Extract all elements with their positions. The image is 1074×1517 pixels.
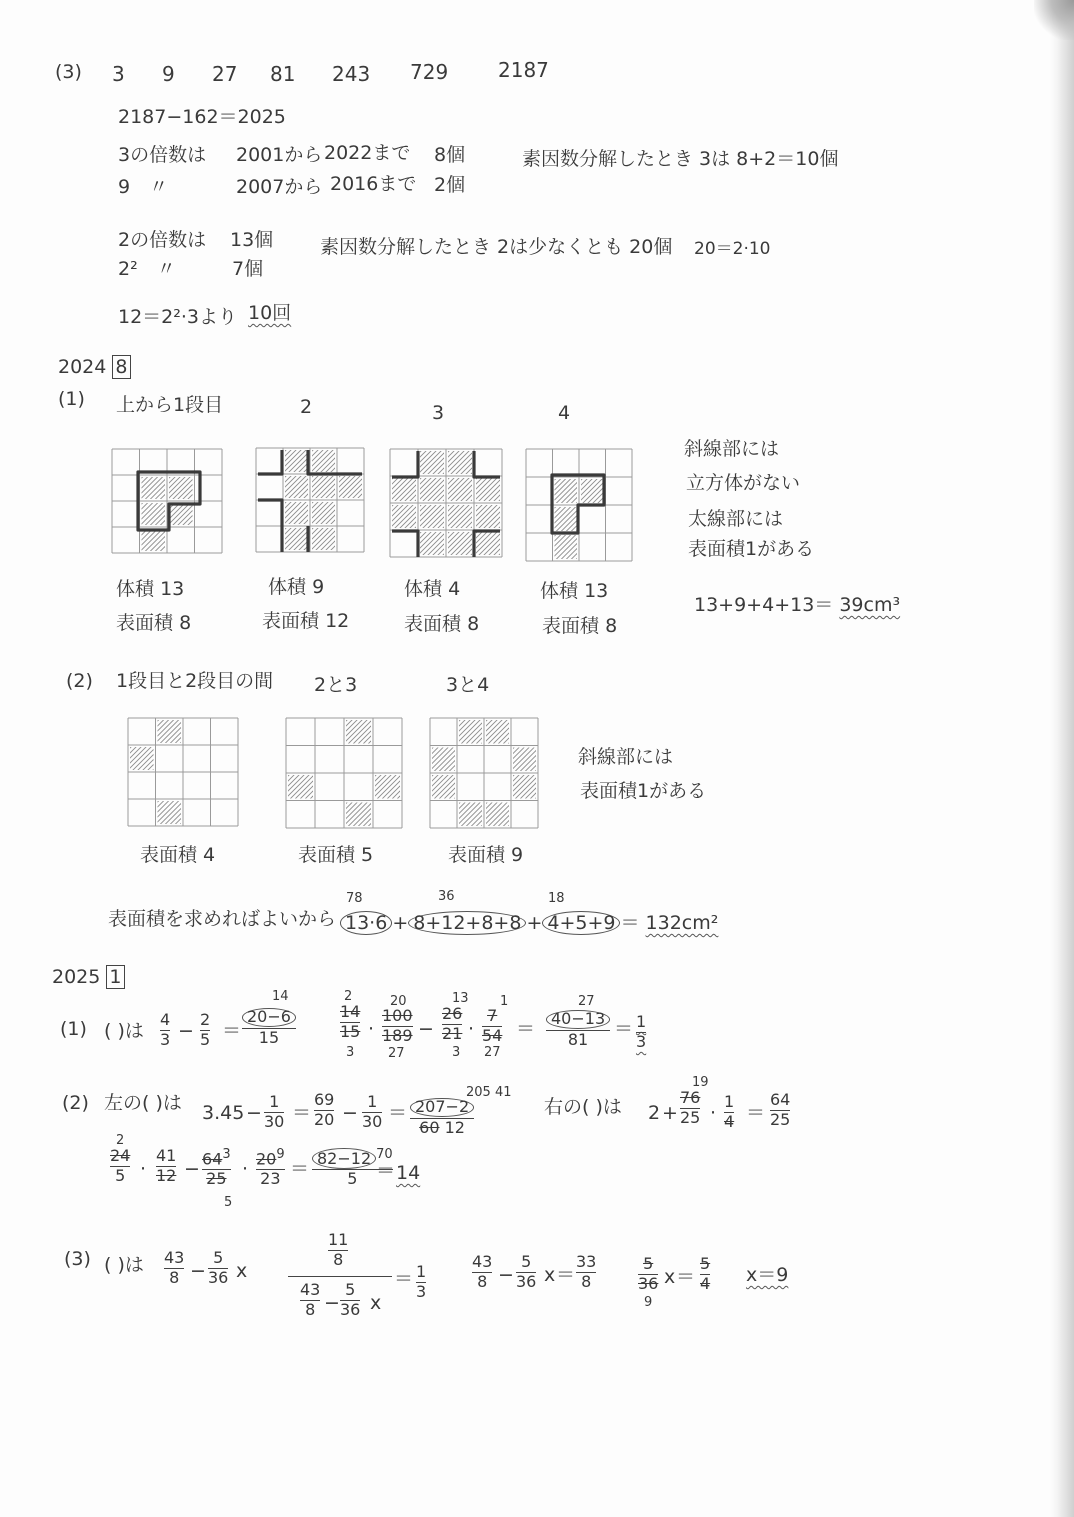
equals-sign: ＝ xyxy=(222,1020,242,1042)
surface-label: 表面積 xyxy=(542,615,600,637)
fraction-40-13-over-81 xyxy=(546,1010,610,1049)
layer-label-3: 3 xyxy=(432,402,445,424)
numerator: 64 xyxy=(770,1090,791,1109)
numerator: 20−6 xyxy=(242,1008,296,1027)
fraction-43-8c xyxy=(472,1254,492,1291)
numerator: 1 xyxy=(367,1092,378,1111)
surface-value: 8 xyxy=(467,613,480,635)
variable-x: x xyxy=(664,1266,676,1288)
fraction-1-30b xyxy=(362,1094,382,1131)
layer-grid-2 xyxy=(256,448,364,552)
mult9-count: 2個 xyxy=(434,174,466,196)
equals-sign: ＝ xyxy=(292,1102,312,1124)
answer-14: 14 xyxy=(396,1162,421,1184)
hatched-cell xyxy=(430,801,538,829)
volume-value: 9 xyxy=(312,576,325,598)
numerator xyxy=(256,1148,285,1168)
surface-4 xyxy=(542,617,617,636)
variable-x: x xyxy=(236,1260,248,1282)
reduced-3b: 3 xyxy=(452,1045,461,1060)
denominator: 30 xyxy=(264,1111,285,1131)
mult2-label: 2の倍数は xyxy=(118,229,207,251)
mult3-from: 2001から xyxy=(236,144,323,166)
main-fraction-bar xyxy=(288,1276,392,1277)
fraction-2-5 xyxy=(200,1012,210,1049)
value-3-45: 3.45 xyxy=(202,1102,245,1124)
equals-sign: ＝ xyxy=(556,1264,576,1286)
note1-line1: 斜線部には xyxy=(684,438,780,460)
fraction-5-36d xyxy=(638,1256,658,1293)
between-grid-3 xyxy=(430,718,538,828)
equals-sign: ＝ xyxy=(376,1160,396,1182)
denominator-12: 12 xyxy=(444,1117,465,1137)
hatched-cell xyxy=(403,746,511,774)
equals-sign: ＝ xyxy=(746,1102,766,1124)
numerator-3: 3 xyxy=(222,1147,231,1162)
denominator: 20 xyxy=(314,1109,335,1129)
reduced-27: 27 xyxy=(388,1046,405,1061)
denominator: 8 xyxy=(333,1249,344,1269)
numerator-82-12: 82−12 xyxy=(312,1148,376,1169)
denominator: 15 xyxy=(258,1027,280,1047)
term-sum-8-12-8-8: 8+12+8+8 xyxy=(408,911,526,935)
layer-grid-3 xyxy=(390,449,502,557)
surface-3 xyxy=(404,615,479,634)
denominator: 8 xyxy=(169,1267,180,1287)
answer-1-3 xyxy=(636,1014,646,1051)
variable-x: x xyxy=(544,1264,556,1286)
denominator: 25 xyxy=(206,1169,227,1189)
equals-sign: ＝ xyxy=(676,1266,696,1288)
note1-line4: 表面積1がある xyxy=(688,538,815,560)
minus-sign: − xyxy=(498,1264,514,1286)
reduced-1: 1 xyxy=(500,994,509,1009)
fraction-100-189 xyxy=(382,1008,413,1045)
denominator: 21 xyxy=(442,1023,463,1043)
value-2: 2 xyxy=(648,1102,661,1124)
reduced-3: 3 xyxy=(346,1045,355,1060)
numerator: 207−2 xyxy=(410,1098,474,1117)
denominator: 15 xyxy=(340,1021,361,1041)
numerator-20: 20 xyxy=(256,1149,277,1169)
equals-sign: ＝ xyxy=(394,1268,414,1290)
fraction-20-23 xyxy=(256,1148,285,1188)
numerator: 24 xyxy=(110,1146,131,1165)
hatched-cell xyxy=(129,718,236,745)
power-729: 729 xyxy=(410,60,449,84)
volume-value: 13 xyxy=(584,580,609,602)
denominator: 8 xyxy=(581,1271,592,1291)
fraction-7-54 xyxy=(482,1008,502,1045)
surface-label: 表面積 xyxy=(404,613,462,635)
denominator: 23 xyxy=(260,1169,281,1189)
layer-label-2: 2 xyxy=(300,396,313,418)
fraction-24-5 xyxy=(110,1148,130,1185)
fraction-11-8 xyxy=(328,1232,348,1269)
reduced-20: 20 xyxy=(390,994,407,1009)
volume-1 xyxy=(116,580,184,599)
top-number-14: 14 xyxy=(272,989,289,1004)
compound-fraction xyxy=(288,1232,392,1322)
fraction-41-12 xyxy=(156,1148,176,1185)
layer-label-4: 4 xyxy=(558,402,571,424)
denominator: 8 xyxy=(305,1299,316,1319)
dot: · xyxy=(368,1018,375,1040)
layer-label-1: 上から1段目 xyxy=(116,394,224,416)
between-surface-2: 表面積 5 xyxy=(298,844,374,866)
volume-sum-expression: 13+9+4+13＝ xyxy=(694,594,834,616)
right-paren-text: 右の( )は xyxy=(544,1096,622,1118)
hatched-cell xyxy=(257,500,358,526)
power-243: 243 xyxy=(332,62,371,86)
note2-line2: 表面積1がある xyxy=(580,780,707,802)
year-2024 xyxy=(58,358,131,377)
mult9-from: 2007から xyxy=(236,176,323,198)
year-2024-text: 2024 xyxy=(58,356,107,378)
fraction-64-25b xyxy=(202,1148,231,1188)
fraction-43-8 xyxy=(164,1250,184,1287)
part3-label: (3) xyxy=(55,61,82,83)
hatched-cell xyxy=(403,773,511,801)
numerator: 5 xyxy=(643,1254,654,1273)
year-2025 xyxy=(52,968,125,987)
denominator: 5 xyxy=(200,1029,211,1049)
dot: · xyxy=(140,1158,147,1180)
denominator: 3 xyxy=(636,1031,647,1051)
hatched-cell xyxy=(430,718,538,746)
mult3-count: 8個 xyxy=(434,144,466,166)
plus-sign: + xyxy=(662,1102,678,1124)
note1-line3: 太線部には xyxy=(688,508,784,530)
fraction-207-2-over-60 xyxy=(410,1098,474,1137)
surface-value: 8 xyxy=(179,612,192,634)
denominator-60: 60 xyxy=(419,1117,440,1137)
reduced-13: 13 xyxy=(452,991,469,1006)
denominator: 5 xyxy=(115,1165,126,1185)
thick-outline xyxy=(552,475,604,533)
denominator: 36 xyxy=(208,1267,229,1287)
power-2187: 2187 xyxy=(498,58,549,82)
denominator xyxy=(419,1117,465,1137)
reduced-27b: 27 xyxy=(484,1045,501,1060)
fraction-33-8 xyxy=(576,1254,596,1291)
fraction-14-15 xyxy=(340,1004,360,1041)
mult4-label: 2² 〃 xyxy=(118,258,176,280)
hatched-cell xyxy=(391,449,498,476)
mult2-count: 13個 xyxy=(230,229,274,251)
denominator: 12 xyxy=(156,1165,177,1185)
minus-sign: − xyxy=(342,1102,358,1124)
fraction-5-4 xyxy=(700,1256,710,1293)
minus-sign: − xyxy=(178,1020,194,1042)
reduced-5: 5 xyxy=(224,1195,233,1210)
power-81: 81 xyxy=(270,62,296,86)
numerator: 26 xyxy=(442,1004,463,1023)
denominator: 30 xyxy=(362,1111,383,1131)
numerator: 4 xyxy=(160,1010,171,1029)
hatched-cell xyxy=(101,745,208,772)
mult3-label: 3の倍数は xyxy=(118,144,207,166)
minus-sign: − xyxy=(418,1018,434,1040)
numerator: 5 xyxy=(213,1248,224,1267)
fraction-1-4 xyxy=(724,1094,734,1131)
volume-sum-answer: 39cm³ xyxy=(839,594,901,616)
denominator: 54 xyxy=(482,1025,503,1045)
volume-sum xyxy=(694,596,900,615)
mult3-to: 2022まで xyxy=(324,142,411,164)
numerator: 2 xyxy=(200,1010,211,1029)
layer-grid-4 xyxy=(526,449,632,561)
minus-sign: − xyxy=(184,1158,200,1180)
numerator: 33 xyxy=(576,1252,597,1271)
numerator: 7 xyxy=(487,1006,498,1025)
numerator-64: 64 xyxy=(202,1149,223,1169)
numerator: 14 xyxy=(340,1002,361,1021)
term-13x6: 13·6 xyxy=(340,911,392,935)
numerator xyxy=(202,1148,231,1168)
volume-2 xyxy=(268,578,324,597)
between-label-1: 1段目と2段目の間 xyxy=(116,670,274,692)
hatched-cell xyxy=(129,799,236,826)
numerator: 69 xyxy=(314,1090,335,1109)
volume-4 xyxy=(540,582,608,601)
surface-label: 表面積 xyxy=(262,610,320,632)
denominator: 189 xyxy=(382,1025,413,1045)
numerator: 43 xyxy=(300,1280,321,1299)
denominator: 3 xyxy=(416,1281,427,1301)
denominator: 25 xyxy=(770,1109,791,1129)
denominator: 3 xyxy=(160,1029,171,1049)
denominator: 36 xyxy=(638,1273,659,1293)
hatched-cell xyxy=(259,773,367,801)
eq20: 20＝2·10 xyxy=(694,239,771,259)
power-3: 3 xyxy=(112,62,125,86)
hatched-cell xyxy=(363,503,470,530)
denominator: 8 xyxy=(477,1271,488,1291)
hatched-cell xyxy=(484,746,592,774)
term-sum-4-5-9: 4+5+9 xyxy=(542,911,620,935)
equals-sign: ＝ xyxy=(620,912,640,934)
numerator: 1 xyxy=(269,1092,280,1111)
top-number-18: 18 xyxy=(548,891,565,906)
numerator: 41 xyxy=(156,1146,177,1165)
numerator: 5 xyxy=(345,1280,356,1299)
numerator: 11 xyxy=(328,1230,349,1249)
reduced-2b: 2 xyxy=(116,1133,125,1148)
mult9-label: 9 〃 xyxy=(118,176,169,198)
volume-value: 4 xyxy=(448,578,461,600)
top-number-36: 36 xyxy=(438,889,455,904)
surface-label: 表面積 xyxy=(116,612,174,634)
reduced-9: 9 xyxy=(644,1295,653,1310)
reduced-19: 19 xyxy=(692,1075,709,1090)
prime2-note: 素因数分解したとき 2は少なくとも 20個 xyxy=(320,236,673,258)
note1-line2: 立方体がない xyxy=(686,472,801,494)
top-205-41: 205 41 xyxy=(466,1085,512,1100)
equals-sign: ＝ xyxy=(290,1158,310,1180)
fraction-5-36c xyxy=(516,1254,536,1291)
volume-label: 体積 xyxy=(116,578,155,600)
between-surface-1: 表面積 4 xyxy=(140,844,216,866)
denominator: 81 xyxy=(567,1029,589,1049)
problem-number-8: 8 xyxy=(112,355,130,379)
p1-label: (1) xyxy=(58,388,85,410)
surface-total-expression xyxy=(340,914,718,933)
final-answer: 10回 xyxy=(248,302,292,324)
variable-x: x xyxy=(370,1292,382,1314)
fraction-64-25 xyxy=(770,1092,790,1129)
reduced-2: 2 xyxy=(344,989,353,1004)
equals-sign: ＝ xyxy=(516,1018,536,1040)
between-label-3: 3と4 xyxy=(446,674,490,696)
p2025-2-label: (2) xyxy=(62,1092,89,1114)
final-prefix: 12＝2²·3より xyxy=(118,306,238,328)
fraction-20-6-over-15 xyxy=(242,1008,296,1047)
surface-2 xyxy=(262,612,349,631)
surface-value: 8 xyxy=(605,615,618,637)
mult9-to: 2016まで xyxy=(330,173,417,195)
problem-number-1: 1 xyxy=(106,965,124,989)
numerator: 43 xyxy=(164,1248,185,1267)
surface-total-prefix: 表面積を求めればよいから xyxy=(108,908,337,930)
numerator: 5 xyxy=(521,1252,532,1271)
fraction-43-8b xyxy=(300,1282,320,1319)
numerator-70: 70 xyxy=(376,1147,393,1162)
volume-label: 体積 xyxy=(404,578,443,600)
hatched-cell xyxy=(363,476,470,503)
equals-sign: ＝ xyxy=(614,1018,634,1040)
denominator: 4 xyxy=(700,1273,711,1293)
dot: · xyxy=(468,1018,475,1040)
denominator: 36 xyxy=(516,1271,537,1291)
prime3-note: 素因数分解したとき 3は 8+2＝10個 xyxy=(522,148,839,170)
fraction-69-20 xyxy=(314,1092,334,1129)
denominator: 5 xyxy=(347,1169,358,1189)
fraction-5-36b xyxy=(340,1282,360,1319)
fraction-1-3 xyxy=(416,1264,426,1301)
page-corner xyxy=(1034,0,1074,40)
numerator: 5 xyxy=(700,1254,711,1273)
fraction-26-21 xyxy=(442,1006,462,1043)
surface-total-answer: 132cm² xyxy=(645,912,719,934)
numerator: 43 xyxy=(472,1252,493,1271)
fraction-4-3 xyxy=(160,1012,170,1049)
equals-sign: ＝ xyxy=(388,1102,408,1124)
between-surface-3: 表面積 9 xyxy=(448,844,524,866)
minus-sign: − xyxy=(246,1102,262,1124)
between-grid-2 xyxy=(286,718,402,828)
p2-label: (2) xyxy=(66,670,93,692)
numerator-9: 9 xyxy=(276,1147,285,1162)
surface-1 xyxy=(116,614,191,633)
p2025-1-label: (1) xyxy=(60,1018,87,1040)
year-2025-text: 2025 xyxy=(52,966,101,988)
numerator: 1 xyxy=(416,1262,427,1281)
volume-3 xyxy=(404,580,460,599)
p2025-3-text: ( )は xyxy=(104,1254,144,1276)
surface-value: 12 xyxy=(325,610,350,632)
minus-sign: − xyxy=(190,1260,206,1282)
p2025-1-text: ( )は xyxy=(104,1020,144,1042)
layer-grid-1 xyxy=(112,449,222,553)
dot: · xyxy=(710,1102,717,1124)
between-grid-1 xyxy=(128,718,238,826)
volume-label: 体積 xyxy=(268,576,307,598)
numerator: 100 xyxy=(382,1006,413,1025)
hatched-cell xyxy=(317,718,425,746)
numerator: 1 xyxy=(636,1012,647,1031)
numerator: 1 xyxy=(724,1092,735,1111)
plus-sign: + xyxy=(392,912,409,934)
volume-label: 体積 xyxy=(540,580,579,602)
page-edge-shadow xyxy=(1050,0,1074,1517)
left-paren-text: 左の( )は xyxy=(104,1092,182,1114)
fraction-76-25 xyxy=(680,1090,700,1127)
numerator: 40−13 xyxy=(546,1010,610,1029)
plus-sign: + xyxy=(526,912,543,934)
volume-value: 13 xyxy=(160,578,185,600)
subtraction-equation: 2187−162＝2025 xyxy=(118,106,286,128)
power-27: 27 xyxy=(212,62,238,86)
denominator: 4 xyxy=(724,1111,735,1131)
note2-line1: 斜線部には xyxy=(578,746,674,768)
power-9: 9 xyxy=(162,62,175,86)
hatched-cell xyxy=(391,530,498,557)
hatched-cell xyxy=(484,773,592,801)
answer-x-9: x＝9 xyxy=(746,1264,789,1286)
mult4-count: 7個 xyxy=(232,258,264,280)
minus-sign: − xyxy=(324,1292,340,1314)
denominator: 36 xyxy=(340,1299,361,1319)
dot: · xyxy=(242,1158,249,1180)
fraction-1-30 xyxy=(264,1094,284,1131)
hatched-cell xyxy=(317,801,425,829)
between-label-2: 2と3 xyxy=(314,674,358,696)
top-number-27: 27 xyxy=(578,994,595,1009)
fraction-5-36 xyxy=(208,1250,228,1287)
top-number-78: 78 xyxy=(346,891,363,906)
p2025-3-label: (3) xyxy=(64,1248,91,1270)
numerator: 76 xyxy=(680,1088,701,1107)
denominator: 25 xyxy=(680,1107,701,1127)
